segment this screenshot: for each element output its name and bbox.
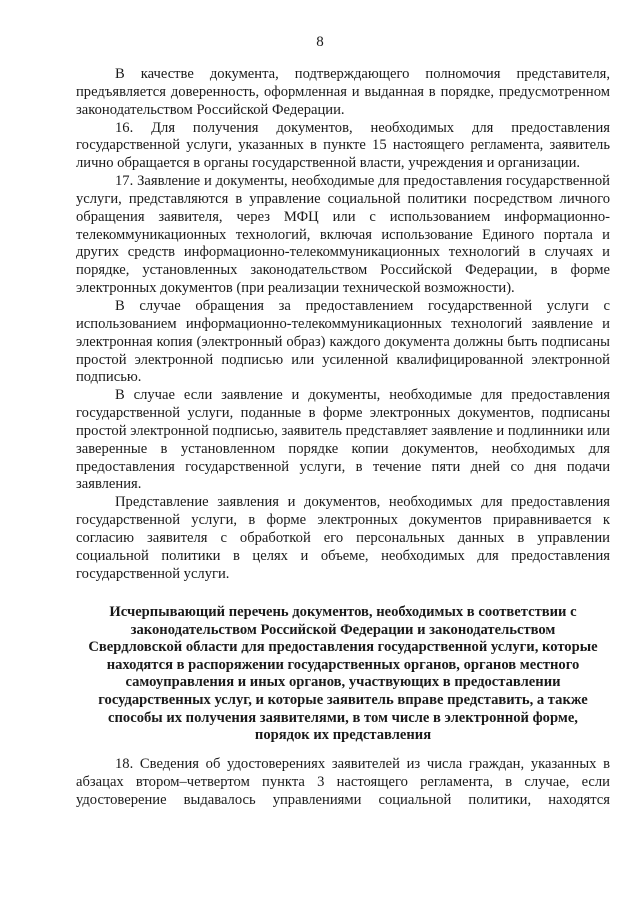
- document-body: [76, 66, 610, 583]
- page-number: 8: [316, 34, 324, 50]
- paragraph-representative-document: В качестве документа, подтверждающего полномочия представителя, предъявляется доверенность, оформленная и выданная в порядке, предусмотренном законодательством Российской Федерации.: [76, 66, 610, 118]
- section-heading: Исчерпывающий перечень документов, необходимых в соответствии с законодательством Российской Федерации и законодательством Свердловской области для предоставления государственной услуги, которые находятся в распоряжении государственных органов, органов местного самоуправления и иных органов, участвующих в предоставлении государственных услуг, и которые заявитель вправе представить, а также способы их получения заявителями, в том числе в электронной форме, порядок их представления: [88, 604, 598, 744]
- paragraph-electronic-signature: В случае обращения за предоставлением государственной услуги с использованием информационно-телекоммуникационных технологий заявление и электронная копия (электронный образ) каждого документа должны быть подписаны простой электронной подписью или усиленной квалифицированной электронной подписью.: [76, 297, 610, 386]
- paragraph-originals-submission: В случае если заявление и документы, необходимые для предоставления государственной услуги, поданные в форме электронных документов, подписаны простой электронной подписью, заявитель представляет заявление и подлинники или заверенные в установленном порядке копии документов, необходимых для предоставления государственной услуги, в течение пяти дней со дня подачи заявления.: [76, 387, 610, 493]
- paragraph-17: 17. Заявление и документы, необходимые для предоставления государственной услуги, представляются в управление социальной политики посредством личного обращения заявителя, через МФЦ или с использованием информационно-телекоммуникационных технологий, включая использование Единого портала и других средств информационно-телекоммуникационных технологий в случаях и порядке, установленных законодательством Российской Федерации, в форме электронных документов (при реализации технической возможности).: [76, 173, 610, 297]
- document-body-continued: [76, 756, 610, 810]
- paragraph-18: 18. Сведения об удостоверениях заявителей из числа граждан, указанных в абзацах втором–четвертом пункта 3 настоящего регламента, в случае, если удостоверение выдавалось управлениями социальной политики, находятся: [76, 756, 610, 808]
- paragraph-personal-data-consent: Представление заявления и документов, необходимых для предоставления государственной услуги, в форме электронных документов приравнивается к согласию заявителя с обработкой его персональных данных в управлении социальной политики в целях и объеме, необходимых для предоставления государственной услуги.: [76, 494, 610, 582]
- paragraph-16: 16. Для получения документов, необходимых для предоставления государственной услуги, указанных в пункте 15 настоящего регламента, заявитель лично обращается в органы государственной власти, учреждения и организации.: [76, 119, 610, 172]
